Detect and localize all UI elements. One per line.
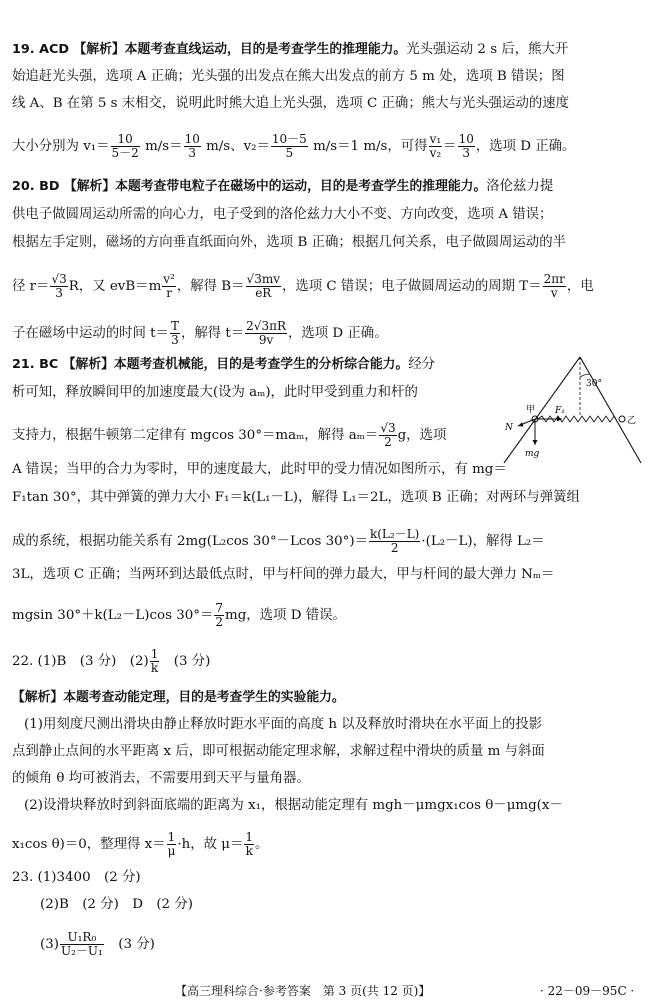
q19-velocity-line: 大小分别为 v₁＝ $\frac{10}{5-2}$ m/s＝ $\frac{10}{3}$ m/s、v₂＝ $\frac{10-5}{5}$ m/s＝1 m/s，可得 $\frac{\text{v₁}}{\text{v₂}}$ ＝ $\frac{10}{3}$ ，选项 D 正确。	[12, 132, 576, 160]
label-yi: 乙	[627, 416, 637, 426]
force-diagram	[500, 355, 645, 465]
footer-title: 【高三理科综合·参考答案 第 3 页(共 12 页)】	[175, 984, 431, 998]
q21-heading: 21. BC 【解析】本题考查机械能，目的是考查学生的分析综合能力。	[12, 357, 409, 372]
q19-heading: 19. ACD 【解析】本题考查直线运动，目的是考查学生的推理能力。	[12, 42, 407, 57]
footer-code: · 22－09－95C ·	[540, 984, 635, 998]
angle-label: 30°	[586, 379, 602, 389]
label-mg: mg	[525, 449, 540, 459]
q20-heading: 20. BD 【解析】本题考查带电粒子在磁场中的运动，目的是考查学生的推理能力。	[12, 179, 487, 194]
q20-time-line: 子在磁场中运动的时间 t＝ $\frac{T}{3}$ ，解得 t＝ $\frac{2√3\pi R}{9v}$ ，选项 D 正确。	[12, 319, 388, 347]
answer-page: 19. ACD 【解析】本题考查直线运动，目的是考查学生的推理能力。光头强运动 2 s 后，熊大开 始追赶光头强，选项 A 正确；光头强的出发点在熊大出发点的前方 5 m 处，选项 B 错误；图 线 A、B 在第 5 s 末相交，说明此时熊大追上光头强，选项 C 正确；熊大与光头强运动的速度 大小分别为 v₁＝ $\frac{10}{5-2}$ m/s＝ $\frac{10}{3}$ m/s、v₂＝ $\frac{10-5}{5}$ m/s＝1 m/s，可得 $\frac{\text{v₁}}{\text{v₂}}$ ＝ $\frac{10}{3}$ ，选项 D 正确。 20. BD 【解析】本题考查带电粒子在磁场中的运动，目的是考查学生的推理能力。洛伦兹力提 供电子做圆周运动所需的向心力，电子受到的洛伦兹力大小不变、方向改变，选项 A 错误； 根据左手定则，磁场的方向垂直纸面向外，选项 B 正确；根据几何关系，电子做圆周运动的半 径 r＝ $\frac{√3}{3}$ R，又 evB＝m $\frac{\text{v²}}{r}$ ，解得 B＝ $\frac{√3mv}{eR}$ ，选项 C 错误；电子做圆周运动的周期 T＝ $\frac{2\pi r}{v}$ ，电 子在磁场中运动的时间 t＝ $\frac{T}{3}$ ，解得 t＝ $\frac{2√3\pi R}{9v}$ ，选项 D 正确。 21. BC 【解析】本题考查机械能，目的是考查学生的分析综合能力。经分 析可知，释放瞬间甲的加速度最大(设为 aₘ)，此时甲受到重力和杆的 支持力，根据牛顿第二定律有 mgcos 30°＝maₘ，解得 aₘ＝ $\frac{√3}{2}$ g，选项 A 错误；当甲的合力为零时，甲的速度最大，此时甲的受力情况如图所示，有 mg＝ F₁tan 30°，其中弹簧的弹力大小 F₁＝k(L₁－L)，解得 L₁＝2L，选项 B 正确；对两环与弹簧组 成的系统，根据功能关系有 2mg(L₂cos 30°－Lcos 30°)＝ $\frac{\text{k(L₂－L)}}{2}$ ·(L₂－L)，解得 L₂＝ 3L，选项 C 正确；当两环到达最低点时，甲与杆间的弹力最大，甲与杆间的最大弹力 Nₘ＝ mgsin 30°＋k(L₂－L)cos 30°＝ $\frac{7}{2}$ mg，选项 D 错误。 30° 甲 乙 F₁ N mg 22. (1)B (3 分) (2) $\frac{1}{k}$ (3 分) 【解析】本题考查动能定理，目的是考查学生的实验能力。 (1)用刻度尺测出滑块由静止释放时距水平面的高度 h 以及释放时滑块在水平面上的投影 点到静止点间的水平距离 x 后，即可根据动能定理求解，求解过程中滑块的质量 m 与斜面 的倾角 θ 均可被消去，不需要用到天平与量角器。 (2)设滑块释放时到斜面底端的距离为 x₁，根据动能定理有 mgh－μmgx₁cos θ－μmg(x－ x₁cos θ)＝0，整理得 x＝ $\frac{1}{\mu}$ ·h，故 μ＝ $\frac{1}{k}$ 。 23. (1)3400 (2 分) (2)B (2 分) D (2 分) (3) $\frac{\text{U₁R₀}}{\text{U₂－U₁}}$ (3 分) 【高三理科综合·参考答案 第 3 页(共 12 页)】 · 22－09－95C ·	[0, 0, 653, 1008]
q22-heading: 【解析】本题考查动能定理，目的是考查学生的实验能力。	[12, 690, 345, 705]
label-jia: 甲	[526, 405, 536, 415]
label-n: N	[505, 423, 513, 433]
label-f1: F₁	[555, 406, 565, 416]
q22-answer: 22. (1)B (3 分) (2) $\frac{1}{k}$ (3 分)	[12, 647, 211, 675]
q20-formula-line: 径 r＝ $\frac{√3}{3}$ R，又 evB＝m $\frac{\text{v²}}{r}$ ，解得 B＝ $\frac{√3mv}{eR}$ ，选项 C 错误；电子做圆周运动的周期 T＝ $\frac{2\pi r}{v}$ ，电	[12, 272, 594, 300]
